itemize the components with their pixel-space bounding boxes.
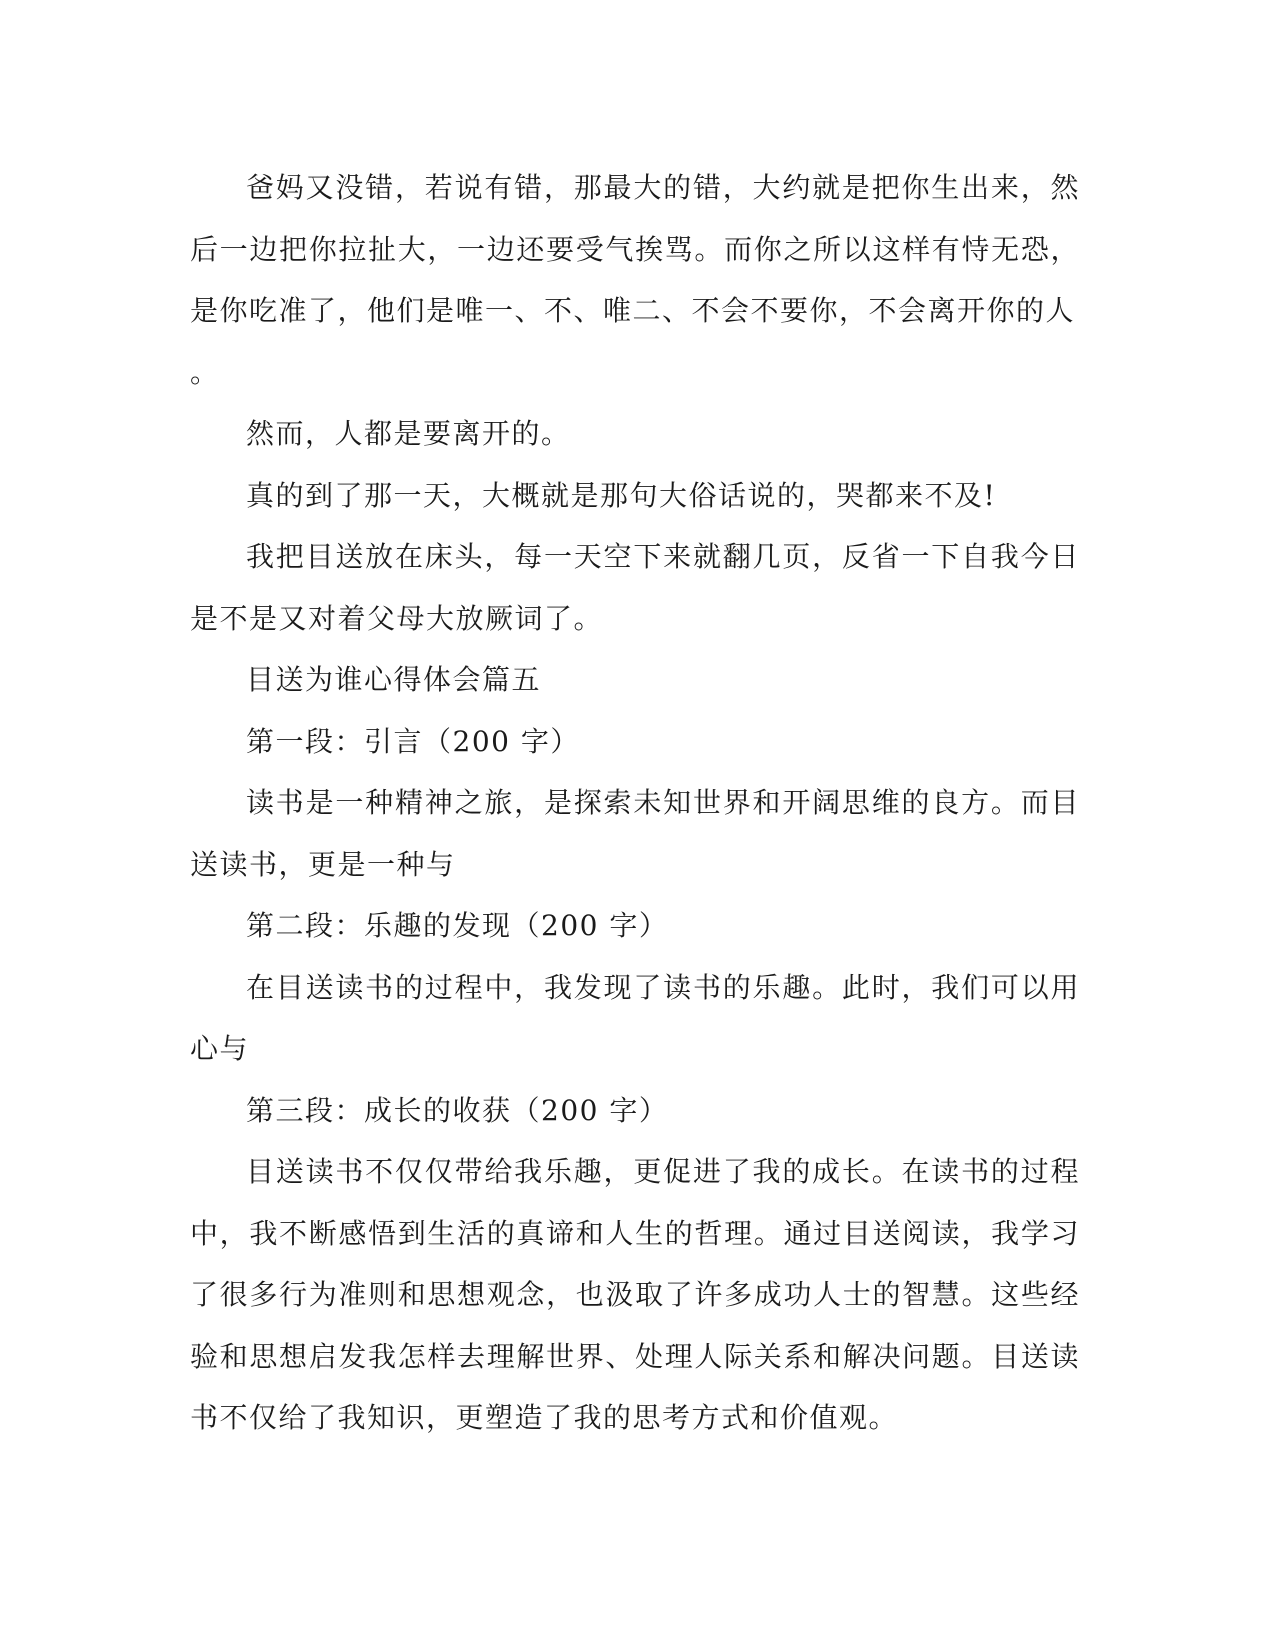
paragraph-people-leave: 然而，人都是要离开的。 — [246, 417, 571, 450]
heading-section-three: 第三段：成长的收获（200 字） — [246, 1093, 669, 1127]
document-body — [190, 157, 1080, 1449]
paragraph-bedside-book: 我把目送放在床头，每一天空下来就翻几页，反省一下自我今日是不是又对着父母大放厥词了。 — [190, 540, 1080, 635]
section-title-part-five: 目送为谁心得体会篇五 — [246, 663, 542, 696]
heading-section-two: 第二段：乐趣的发现（200 字） — [246, 909, 669, 942]
paragraph-parents-fault: 爸妈又没错，若说有错，那最大的错，大约就是把你生出来，然后一边把你拉扯大，一边还要受气挨骂。而你之所以这样有恃无恐，是你吃准了，他们是唯一、不、唯二、不会不要你，不会离开你的人 — [190, 171, 1080, 327]
heading-section-one: 第一段：引言（200 字） — [246, 724, 580, 758]
paragraph-discovery: 在目送读书的过程中，我发现了读书的乐趣。此时，我们可以用心与 — [190, 970, 1080, 1065]
paragraph-growth: 目送读书不仅仅带给我乐趣，更促进了我的成长。在读书的过程中，我不断感悟到生活的真谛和人生的哲理。通过目送阅读，我学习了很多行为准则和思想观念，也汲取了许多成功人士的智慧。这些经验和思想启发我怎样去理解世界、处理人际关系和解决问题。目送读书不仅给了我知识，更塑造了我的思考方式和价值观。 — [190, 1155, 1080, 1434]
paragraph-period: 。 — [190, 355, 220, 389]
paragraph-introduction: 读书是一种精神之旅，是探索未知世界和开阔思维的良方。而目送读书，更是一种与 — [190, 786, 1080, 881]
paragraph-too-late: 真的到了那一天，大概就是那句大俗话说的，哭都来不及! — [246, 478, 997, 512]
